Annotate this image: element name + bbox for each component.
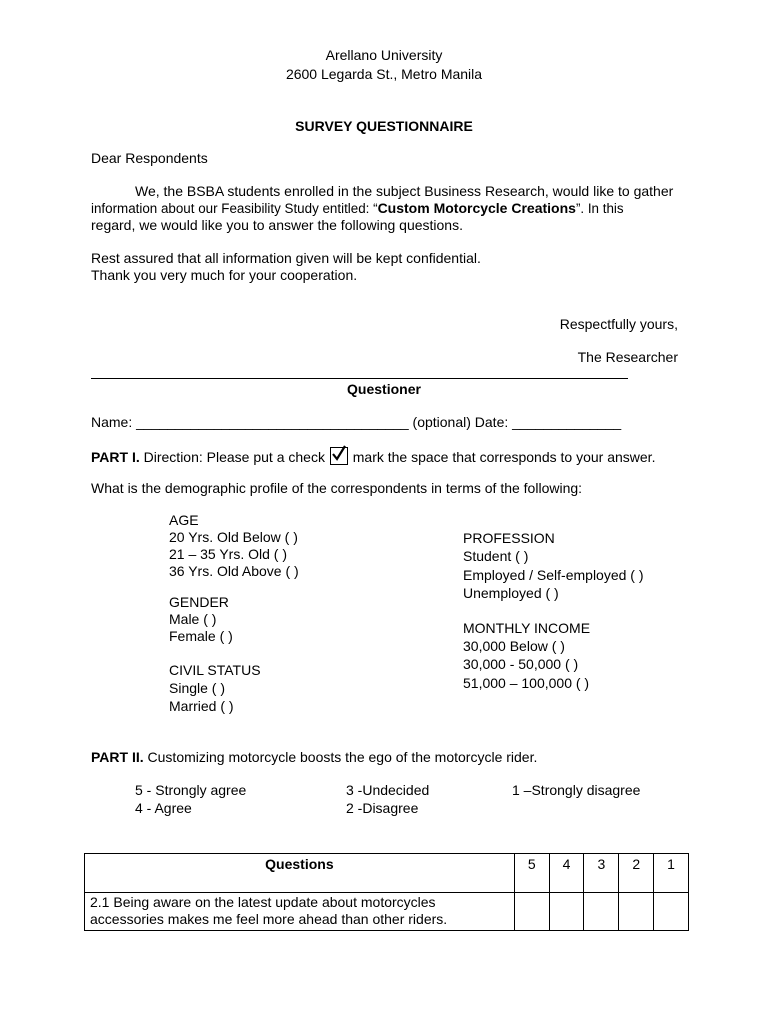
rating-cell-3[interactable] — [584, 893, 619, 931]
part1-direction-post: mark the space that corresponds to your answer. — [348, 449, 656, 465]
questioner-heading: Questioner — [347, 381, 421, 397]
checkmark-icon — [330, 447, 348, 465]
rating-header-4: 4 — [549, 854, 584, 893]
rating-cell-2[interactable] — [619, 893, 654, 931]
rating-cell-5[interactable] — [514, 893, 549, 931]
scale-4: 4 - Agree — [135, 800, 192, 816]
university-address: 2600 Legarda St., Metro Manila — [285, 66, 483, 82]
confidential-note: Rest assured that all information given will be kept confidential. — [91, 250, 481, 266]
gender-option[interactable]: Male ( ) — [169, 611, 217, 627]
document-title: SURVEY QUESTIONNAIRE — [295, 118, 473, 134]
civil-status-heading: CIVIL STATUS — [169, 662, 261, 678]
part1-question: What is the demographic profile of the correspondents in terms of the following: — [91, 480, 583, 496]
rating-header-2: 2 — [619, 854, 654, 893]
rating-header-3: 3 — [584, 854, 619, 893]
rating-table — [84, 853, 689, 931]
scale-5: 5 - Strongly agree — [135, 782, 247, 798]
part2-label: PART II. — [91, 749, 144, 765]
salutation: Dear Respondents — [91, 150, 208, 166]
age-option[interactable]: 20 Yrs. Old Below ( ) — [169, 529, 298, 545]
age-heading: AGE — [169, 512, 199, 528]
table-row — [85, 893, 689, 931]
divider-line — [91, 378, 628, 379]
profession-option[interactable]: Employed / Self-employed ( ) — [463, 567, 644, 583]
profession-heading: PROFESSION — [463, 530, 555, 546]
civil-status-option[interactable]: Married ( ) — [169, 698, 234, 714]
income-heading: MONTHLY INCOME — [463, 620, 591, 636]
gender-option[interactable]: Female ( ) — [169, 628, 233, 644]
age-option[interactable]: 36 Yrs. Old Above ( ) — [169, 563, 299, 579]
study-title: Custom Motorcycle Creations — [377, 200, 576, 216]
question-cell — [85, 893, 515, 931]
income-option[interactable]: 30,000 - 50,000 ( ) — [463, 656, 579, 672]
gender-heading: GENDER — [169, 594, 229, 610]
scale-2: 2 -Disagree — [346, 800, 419, 816]
part1-direction-pre: Direction: Please put a check — [139, 449, 329, 465]
age-option[interactable]: 21 – 35 Yrs. Old ( ) — [169, 546, 288, 562]
income-option[interactable]: 51,000 – 100,000 ( ) — [463, 675, 590, 691]
question-line-2: accessories makes me feel more ahead than other riders. — [90, 911, 448, 927]
intro-line-3: regard, we would like you to answer the following questions. — [91, 217, 463, 233]
scale-3: 3 -Undecided — [346, 782, 430, 798]
closing: Respectfully yours, — [559, 316, 678, 332]
part2-statement — [91, 749, 537, 766]
part1-direction — [91, 447, 655, 466]
scale-1: 1 –Strongly disagree — [512, 782, 641, 798]
intro-line-2-post: ”. In this — [575, 201, 624, 216]
question-line-1: 2.1 Being aware on the latest update about motorcycles — [90, 894, 436, 910]
income-option[interactable]: 30,000 Below ( ) — [463, 638, 565, 654]
signature: The Researcher — [577, 349, 678, 365]
intro-line-2 — [91, 200, 678, 217]
questions-header: Questions — [85, 854, 515, 893]
rating-cell-1[interactable] — [654, 893, 689, 931]
part2-text: Customizing motorcycle boosts the ego of the motorcycle rider. — [143, 749, 538, 765]
table-header-row — [85, 854, 689, 893]
rating-cell-4[interactable] — [549, 893, 584, 931]
profession-option[interactable]: Student ( ) — [463, 548, 529, 564]
part1-label: PART I. — [91, 449, 140, 465]
rating-header-5: 5 — [514, 854, 549, 893]
profession-option[interactable]: Unemployed ( ) — [463, 585, 559, 601]
intro-line-1: We, the BSBA students enrolled in the subject Business Research, would like to gather — [135, 183, 674, 199]
thanks-note: Thank you very much for your cooperation. — [91, 267, 358, 283]
university-name: Arellano University — [325, 47, 443, 63]
civil-status-option[interactable]: Single ( ) — [169, 680, 226, 696]
rating-header-1: 1 — [654, 854, 689, 893]
name-date-line: Name: ___________________________________ (optional) Date: ______________ — [91, 414, 622, 430]
intro-line-2-pre: information about our Feasibility Study entitled: “ — [91, 201, 378, 216]
